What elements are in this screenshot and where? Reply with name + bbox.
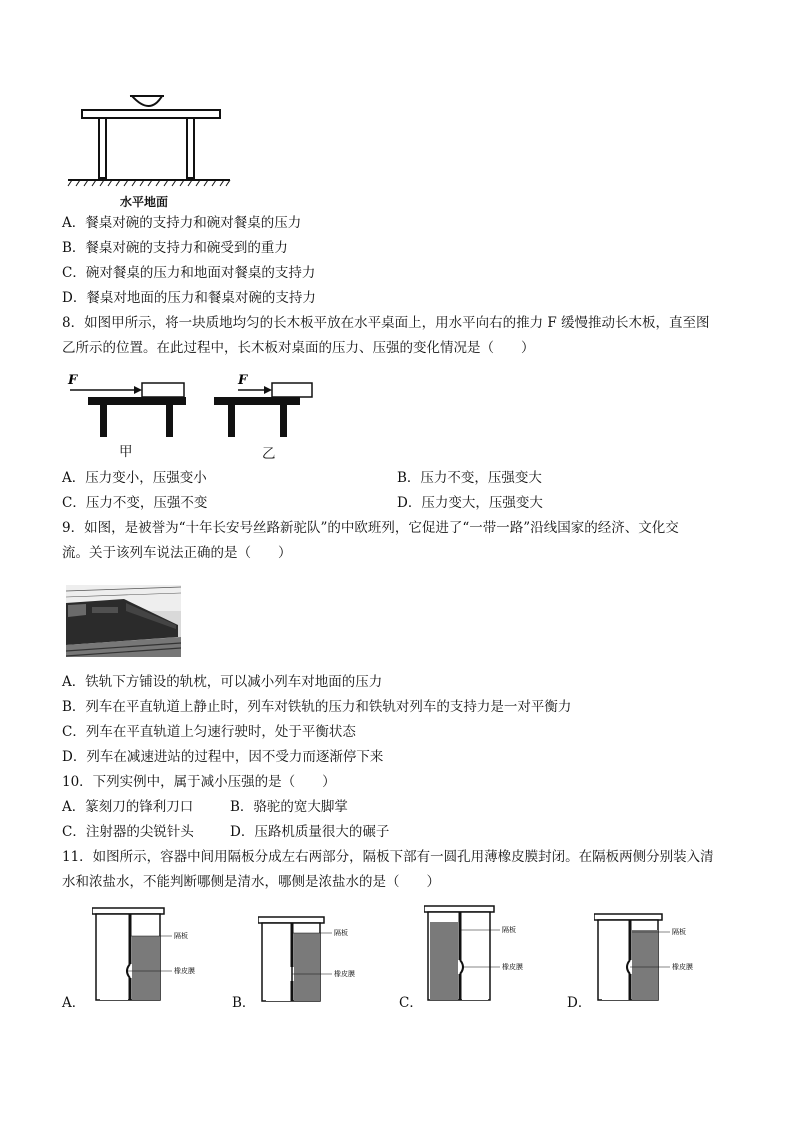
ground-label: 水平地面 (120, 195, 169, 209)
svg-text:橡皮膜: 橡皮膜 (502, 963, 523, 971)
q8-stem-line2: 乙所示的位置。在此过程中，长木板对桌面的压力、压强的变化情况是（ ） (62, 340, 535, 356)
svg-text:隔板: 隔板 (334, 929, 348, 937)
q10-option-c: C．注射器的尖锐针头 (62, 824, 194, 840)
train-photo (66, 585, 181, 657)
board-a (142, 383, 184, 397)
q10-option-d: D．压路机质量很大的碾子 (230, 824, 390, 840)
board-push-figure (62, 368, 322, 463)
table-bowl-figure (62, 88, 232, 193)
table-leg-right (187, 118, 194, 178)
q8-option-d: D．压力变大，压强变大 (397, 495, 543, 511)
q11-stem-line2: 水和浓盐水，不能判断哪侧是清水，哪侧是浓盐水的是（ ） (62, 874, 440, 890)
q9-option-d: D．列车在减速进站的过程中，因不受力而逐渐停下来 (62, 749, 384, 765)
q7-option-b: B．餐桌对碗的支持力和碗受到的重力 (62, 240, 288, 256)
q11-choice-d: D． (567, 995, 592, 1011)
q11-stem-line1: 11．如图所示，容器中间用隔板分成左右两部分，隔板下部有一圆孔用薄橡皮膜封闭。在隔板两侧分别装入清 (62, 849, 714, 865)
q8-stem-line1: 8．如图甲所示，将一块质地均匀的长木板平放在水平桌面上，用水平向右的推力 F 缓慢推动长木板，直至图 (62, 315, 710, 331)
q9-option-c: C．列车在平直轨道上匀速行驶时，处于平衡状态 (62, 724, 356, 740)
q11-choice-a: A． (62, 995, 86, 1011)
q7-option-a: A．餐桌对碗的支持力和碗对餐桌的压力 (62, 215, 302, 231)
q8-option-a: A．压力变小，压强变小 (62, 470, 207, 486)
container-c-figure (424, 904, 534, 1004)
q10-stem: 10．下列实例中，属于减小压强的是（ ） (62, 774, 336, 790)
q9-option-b: B．列车在平直轨道上静止时，列车对铁轨的压力和铁轨对列车的支持力是一对平衡力 (62, 699, 572, 715)
container-a-figure (92, 906, 202, 1006)
q7-option-c: C．碗对餐桌的压力和地面对餐桌的支持力 (62, 265, 316, 281)
bowl (132, 96, 162, 106)
desk-b-top (214, 397, 300, 405)
table-top (82, 110, 220, 118)
figure-label-jia: 甲 (119, 444, 133, 460)
svg-text:橡皮膜: 橡皮膜 (174, 967, 195, 975)
q9-stem-line2: 流。关于该列车说法正确的是（ ） (62, 545, 292, 561)
svg-text:橡皮膜: 橡皮膜 (672, 963, 693, 971)
q8-option-b: B．压力不变，压强变大 (397, 470, 542, 486)
svg-text:隔板: 隔板 (174, 932, 188, 940)
figure-label-yi: 乙 (262, 446, 276, 462)
table-leg-left (99, 118, 106, 178)
q8-option-c: C．压力不变，压强不变 (62, 495, 208, 511)
q7-option-d: D．餐桌对地面的压力和餐桌对碗的支持力 (62, 290, 316, 306)
svg-text:隔板: 隔板 (672, 928, 686, 936)
q10-option-a: A．篆刻刀的锋利刀口 (62, 799, 194, 815)
q11-choice-b: B． (232, 995, 256, 1011)
force-label-b: F (238, 373, 248, 388)
container-b-figure (258, 915, 368, 1005)
svg-text:橡皮膜: 橡皮膜 (334, 970, 355, 978)
q10-option-b: B．骆驼的宽大脚掌 (230, 799, 348, 815)
container-d-figure (594, 912, 704, 1004)
q9-option-a: A．铁轨下方铺设的轨枕，可以减小列车对地面的压力 (62, 674, 383, 690)
svg-text:隔板: 隔板 (502, 926, 516, 934)
board-b (272, 383, 312, 397)
q9-stem-line1: 9．如图，是被誉为“十年长安号丝路新驼队”的中欧班列，它促进了“一带一路”沿线国家的经济、文化交 (62, 520, 679, 536)
desk-a-top (88, 397, 186, 405)
force-label-a: F (68, 373, 78, 388)
q11-choice-c: C． (399, 995, 423, 1011)
